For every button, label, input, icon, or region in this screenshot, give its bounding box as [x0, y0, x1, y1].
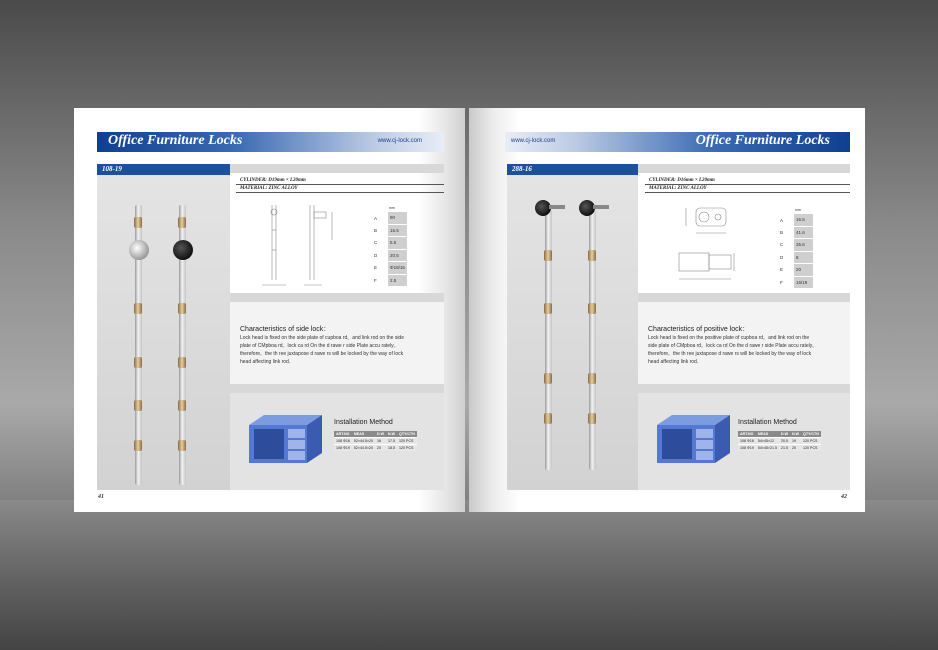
col-header: MEAS [756, 431, 779, 438]
dim-unit: mm [795, 208, 801, 212]
dim-key: B [374, 227, 378, 233]
dim-row [778, 214, 813, 226]
dim-value: 41.6 [794, 226, 813, 239]
dim-row [372, 212, 407, 224]
dim-key: B [780, 229, 784, 235]
dim-value: 5.5 [388, 237, 407, 250]
dim-row [778, 264, 813, 277]
material-spec [240, 186, 298, 191]
technical-drawing [252, 200, 352, 290]
dim-key: A [780, 217, 784, 223]
table-row [334, 445, 417, 452]
col-header: ART.NO [334, 431, 352, 438]
material-value: ZINC ALLOY [677, 186, 707, 191]
table-cell: 108 Φ16 [740, 439, 754, 443]
dim-row [372, 224, 407, 237]
article-table [738, 431, 821, 451]
rod-clip [544, 373, 552, 384]
table-cell: 54×45×12 [756, 438, 779, 445]
catalog-page-left [74, 108, 465, 512]
cylinder-value: D16mm × L20mm [677, 178, 715, 183]
rod-clip [134, 303, 142, 314]
table-cell: 16 [375, 438, 386, 445]
chrome-lock-cylinder [129, 240, 149, 260]
rod-clip [178, 357, 186, 368]
cylinder-spec [240, 178, 306, 183]
technical-drawing [674, 203, 764, 288]
model-label-bar: 108-19 [97, 164, 230, 175]
link-rod [589, 210, 596, 470]
dim-key: D [374, 252, 378, 258]
lock-tongue [549, 205, 565, 209]
cabinet-illustration [244, 413, 324, 468]
dim-key: E [780, 267, 784, 273]
dim-value: 20.5 [388, 249, 407, 262]
rod-clip [544, 303, 552, 314]
model-label-bar: 288-16 [507, 164, 638, 175]
cabinet-illustration [652, 413, 732, 468]
rod-clip [544, 413, 552, 424]
table-row [334, 438, 417, 445]
table-row [738, 438, 821, 445]
table-cell: 120 PCS [801, 438, 821, 445]
dim-unit: mm [389, 206, 395, 210]
divider [645, 192, 850, 193]
installation-panel [638, 393, 850, 490]
col-header: N.W [792, 432, 800, 436]
material-label: MATERIAL: [240, 186, 268, 191]
table-cell: 20.5 [781, 439, 789, 443]
rod-clip [588, 250, 596, 261]
dim-row [778, 239, 813, 252]
installation-title: Installation Method [334, 419, 393, 426]
table-cell: 52×44.5×20 [353, 446, 374, 450]
dim-row [778, 226, 813, 239]
dim-value: 35.6 [794, 239, 813, 252]
table-cell: 20 [375, 445, 386, 452]
dim-value: 16/19 [794, 276, 813, 289]
rod-clip [134, 357, 142, 368]
divider [645, 184, 850, 185]
banner-title: Office Furniture Locks [108, 133, 243, 148]
dim-row [778, 276, 813, 289]
dim-row [778, 251, 813, 264]
dim-value: 8 [794, 251, 813, 264]
section-divider-bar [638, 293, 850, 302]
table-cell: 18.5 [388, 446, 396, 450]
col-header: ART.NO [738, 431, 756, 438]
table-cell: 19 [790, 438, 801, 445]
dimension-table [778, 206, 813, 289]
banner-url: www.cj-lock.com [377, 138, 422, 144]
dim-row [372, 262, 407, 275]
table-cell: 108 Φ19 [740, 446, 754, 450]
dim-value: Φ19/16 [388, 262, 407, 275]
cylinder-spec [649, 178, 715, 183]
table-cell: 20 [790, 445, 801, 452]
characteristics-text: Lock head is fixed on the side plate of cupboa rd。and link rod on the side plate of CMpboa rd。lock ca rd On the d rawe r side Plate accu rately。therefore。the th ree juxtapose d rawe rs will be locked by the way of lock head affecting link rod. [240, 335, 404, 365]
banner-url: www.cj-lock.com [511, 138, 556, 144]
rod-clip [544, 250, 552, 261]
dimension-table [372, 204, 407, 287]
dim-key: F [374, 277, 377, 283]
divider [236, 184, 444, 185]
dim-row [372, 274, 407, 287]
divider [236, 192, 444, 193]
col-header: D.W [377, 432, 385, 436]
rod-clip [134, 217, 142, 228]
dim-key: F [780, 279, 783, 285]
rod-clip [588, 303, 596, 314]
dim-value: 90 [388, 212, 407, 224]
table-row [738, 445, 821, 452]
rod-clip [134, 440, 142, 451]
page-number: 41 [98, 494, 104, 500]
table-cell: 52×44.5×20 [353, 439, 374, 443]
rod-clip [178, 440, 186, 451]
characteristics-title: Characteristics of positive lock： [648, 326, 750, 333]
section-divider-bar [230, 384, 444, 393]
characteristics-panel [230, 302, 444, 384]
col-header: D.W [781, 432, 789, 436]
dim-key: E [374, 265, 378, 271]
table-cell: 108 Φ16 [336, 439, 350, 443]
installation-title: Installation Method [738, 419, 797, 426]
rod-clip [178, 400, 186, 411]
dim-value: 2.5 [388, 274, 407, 287]
catalog-page-right [469, 108, 865, 512]
section-divider-bar [638, 384, 850, 393]
rod-clip [178, 303, 186, 314]
cylinder-label: CYLINDER: [649, 178, 676, 183]
lock-tongue [593, 205, 609, 209]
rod-clip [178, 217, 186, 228]
rod-clip [588, 413, 596, 424]
material-spec [649, 186, 707, 191]
rod-clip [588, 373, 596, 384]
table-cell: 54×45×21.5 [757, 446, 778, 450]
link-rod [545, 210, 552, 470]
dim-value: 16.5 [794, 214, 813, 226]
dim-row [372, 249, 407, 262]
dim-key: C [374, 240, 378, 246]
page-header-banner [505, 132, 850, 152]
dim-value: 20 [794, 264, 813, 277]
product-photo [507, 175, 638, 490]
page-header-banner [97, 132, 444, 152]
product-photo [97, 175, 230, 490]
characteristics-panel [638, 302, 850, 384]
characteristics-text: Lock head is fixed on the positive plate of cupboa rd。and link rod on the side plate of CMpboa rd。lock ca rd On the d rawe r side Plate accu rately。therefore。the th ree juxtapose d rawe rs will be locked by the way of lock head affecting link rod. [648, 335, 818, 365]
dim-row [372, 237, 407, 250]
table-cell: 21.5 [781, 446, 789, 450]
col-header: QTY/CTN [399, 432, 415, 436]
section-divider-bar [230, 293, 444, 302]
floor-reflection [0, 500, 938, 650]
black-lock-cylinder [173, 240, 193, 260]
article-table [334, 431, 417, 451]
table-cell: 17.5 [388, 439, 396, 443]
spec-header-bar [230, 164, 444, 173]
col-header: QTY/CTN [803, 432, 819, 436]
col-header: N.W [388, 432, 396, 436]
installation-panel [230, 393, 444, 490]
table-cell: 108 Φ19 [336, 446, 350, 450]
col-header: MEAS [352, 431, 375, 438]
characteristics-title: Characteristics of side lock： [240, 326, 331, 333]
material-label: MATERIAL: [649, 186, 677, 191]
table-cell: 120 PCS [397, 438, 417, 445]
cylinder-value: D19mm × L20mm [268, 178, 306, 183]
dim-key: A [374, 215, 378, 221]
table-cell: 120 PCS [397, 445, 417, 452]
banner-title: Office Furniture Locks [695, 133, 830, 148]
cylinder-label: CYLINDER: [240, 178, 267, 183]
dim-key: D [780, 254, 784, 260]
material-value: ZINC ALLOY [268, 186, 298, 191]
dim-value: 15.5 [388, 224, 407, 237]
dim-key: C [780, 242, 784, 248]
page-number: 42 [841, 494, 847, 500]
rod-clip [134, 400, 142, 411]
table-cell: 120 PCS [801, 445, 821, 452]
spec-header-bar [638, 164, 850, 173]
